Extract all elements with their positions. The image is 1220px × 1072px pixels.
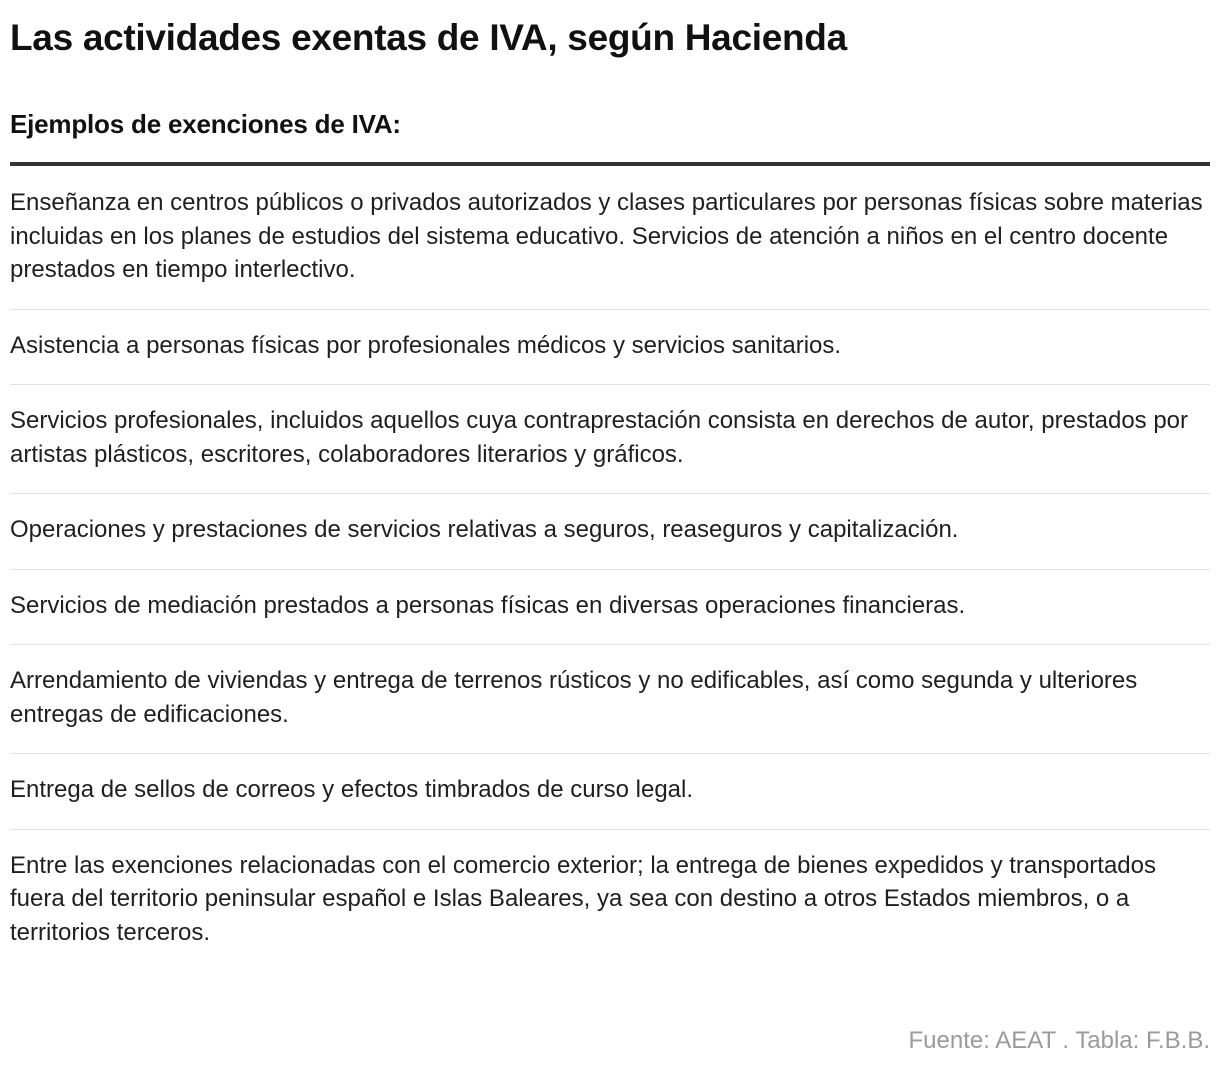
- table-row: Entrega de sellos de correos y efectos timbrados de curso legal.: [10, 754, 1210, 830]
- table-row: Asistencia a personas físicas por profesionales médicos y servicios sanitarios.: [10, 310, 1210, 386]
- table-row: Enseñanza en centros públicos o privados autorizados y clases particulares por personas físicas sobre materias incluidas en los planes de estudios del sistema educativo. Servicios de atención a niños en el centro docente prestados en tiempo interlectivo.: [10, 166, 1210, 310]
- table-row: Operaciones y prestaciones de servicios relativas a seguros, reaseguros y capitalización.: [10, 494, 1210, 570]
- table-row: Servicios profesionales, incluidos aquellos cuya contraprestación consista en derechos de autor, prestados por artistas plásticos, escritores, colaboradores literarios y gráficos.: [10, 385, 1210, 494]
- table-row: Entre las exenciones relacionadas con el comercio exterior; la entrega de bienes expedidos y transportados fuera del territorio peninsular español e Islas Baleares, ya sea con destino a otros Estados miembros, o a territorios terceros.: [10, 851, 1156, 946]
- page: [10, 0, 1210, 971]
- exemptions-list: [10, 166, 1210, 971]
- table-row: Arrendamiento de viviendas y entrega de terrenos rústicos y no edificables, así como segunda y ulteriores entregas de edificaciones.: [10, 645, 1210, 754]
- table-header: Ejemplos de exenciones de IVA:: [10, 108, 1210, 166]
- source-credit: Fuente: AEAT . Tabla: F.B.B.: [908, 1027, 1210, 1054]
- table-row: Servicios de mediación prestados a personas físicas en diversas operaciones financieras.: [10, 570, 1210, 646]
- page-title: Las actividades exentas de IVA, según Hacienda: [10, 17, 847, 58]
